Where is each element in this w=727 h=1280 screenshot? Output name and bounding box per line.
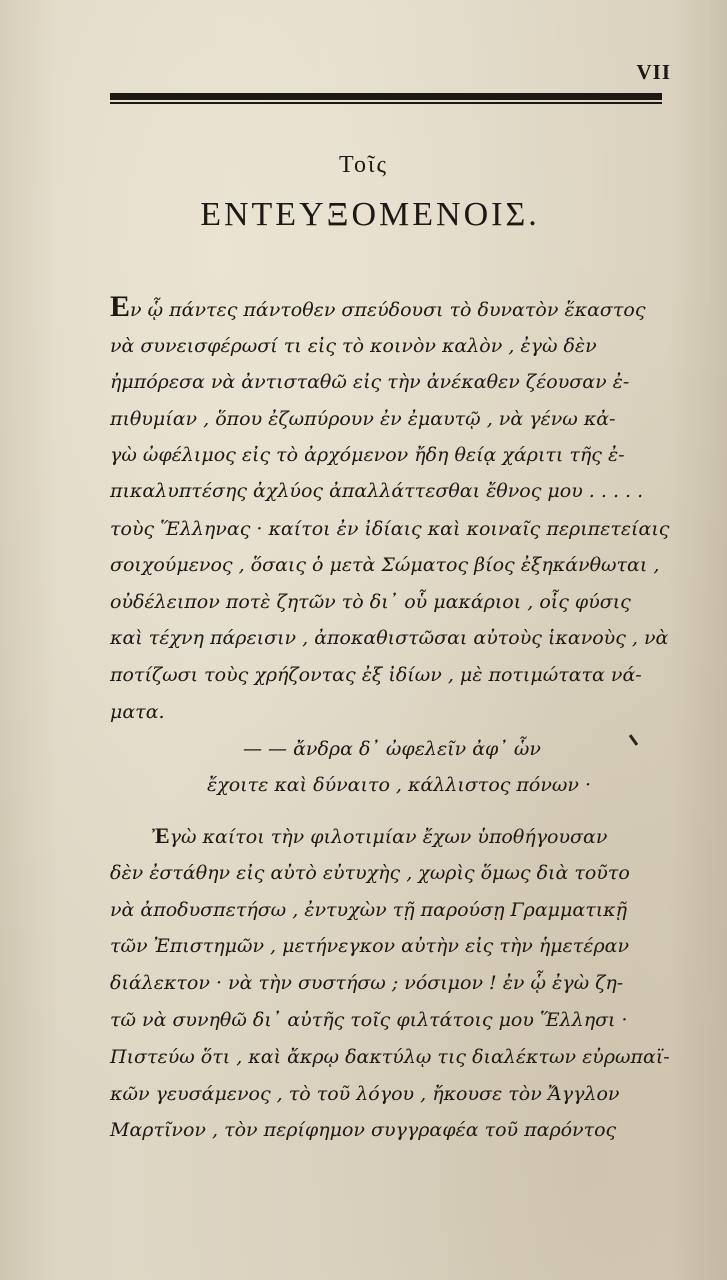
paragraph1-line-12: ματα. — [110, 701, 165, 723]
paragraph2-line-6: τῶ νὰ συνηθῶ δι᾽ αὐτῆς τοῖς φιλτάτοις μου Ἕλλησι · — [110, 1009, 628, 1031]
paragraph2-line-4: τῶν Ἐπιστημῶν , μετήνεγκον αὐτὴν εἰς τὴν ἡμετέραν — [110, 935, 630, 957]
paragraph1-line-6: πικαλυπτέσης ἀχλύος ἀπαλλάττεσθαι ἔθνος μου . . . . . — [110, 480, 644, 502]
stray-ink-mark — [629, 734, 638, 746]
paragraph1-line-2: νὰ συνεισφέρωσί τι εἰς τὸ κοινὸν καλὸν , ἐγὼ δὲν — [110, 335, 597, 357]
paragraph2-line-7: Πιστεύω ὅτι , καὶ ἄκρῳ δακτύλῳ τις διαλέκτων εὐρωπαϊ- — [110, 1046, 670, 1068]
paragraph1-line-3: ἠμπόρεσα νὰ ἀντισταθῶ εἰς τὴν ἀνέκαθεν ζέουσαν ἐ- — [110, 371, 630, 393]
paragraph1-line-9: οὐδέλειπον ποτὲ ζητῶν τὸ δι᾽ οὗ μακάριοι , οἷς φύσις — [110, 591, 631, 613]
page-number: VII — [636, 60, 671, 84]
dropcap-initial: Ε — [110, 290, 131, 323]
header-rule-thick — [110, 93, 662, 100]
paragraph2-line-3: νὰ ἀποδυσπετήσω , ἐντυχὼν τῇ παρούσῃ Γραμματικῇ — [110, 899, 628, 921]
quote-line-1: — — ἄνδρα δ᾽ ὠφελεῖν ἀφ᾽ ὧν — [243, 738, 541, 760]
paragraph2-line-1-text: γὼ καίτοι τὴν φιλοτιμίαν ἔχων ὑποθήγουσαν — [169, 826, 608, 848]
paragraph1-line-11: ποτίζωσι τοὺς χρήζοντας ἐξ ἰδίων , μὲ ποτιμώτατα νά- — [110, 664, 642, 686]
paragraph1-line-7: τοὺς Ἕλληνας · καίτοι ἐν ἰδίαις καὶ κοιναῖς περιπετείαις — [110, 518, 670, 540]
paragraph1-line-8: σοιχούμενος , ὅσαις ὁ μετὰ Σώματος βίος ἐξηκάνθωται , — [110, 554, 660, 576]
paragraph2-line-5: διάλεκτον · νὰ τὴν συστήσω ; νόσιμον ! ἐν ᾧ ἐγὼ ζη- — [110, 972, 624, 994]
dedication-heading-large: ΕΝΤΕΥΞΟΜΕΝΟΙΣ. — [200, 196, 540, 233]
paragraph2-line-9: Μαρτῖνον , τὸν περίφημον συγγραφέα τοῦ παρόντος — [110, 1119, 617, 1141]
paragraph1-line-1 — [110, 292, 645, 322]
paragraph1-line-1-text: ν ᾧ πάντες πάντοθεν σπεύδουσι τὸ δυνατὸν ἕκαστος — [130, 299, 646, 321]
dedication-heading-small: Τοῖς — [339, 152, 388, 178]
paragraph1-line-4: πιθυμίαν , ὅπου ἐζωπύρουν ἐν ἐμαυτῷ , νὰ γένω κἀ- — [110, 408, 616, 430]
paragraph2-initial: Ἐ — [152, 823, 170, 848]
paragraph2-line-8: κῶν γευσάμενος , τὸ τοῦ λόγου , ἤκουσε τὸν Ἄγγλον — [110, 1083, 620, 1105]
quote-line-2: ἔχοιτε καὶ δύναιτο , κάλλιστος πόνων · — [207, 774, 592, 796]
header-rule-thin — [110, 102, 662, 104]
paragraph1-line-5: γὼ ὠφέλιμος εἰς τὸ ἀρχόμενον ἤδη θείᾳ χάριτι τῆς ἐ- — [110, 444, 625, 466]
paragraph2-line-1 — [152, 825, 607, 847]
paragraph1-line-10: καὶ τέχνη πάρεισιν , ἀποκαθιστῶσαι αὐτοὺς ἱκανοὺς , νὰ — [110, 627, 669, 649]
paragraph2-line-2: δὲν ἐστάθην εἰς αὐτὸ εὐτυχὴς , χωρὶς ὅμως διὰ τοῦτο — [110, 862, 630, 884]
